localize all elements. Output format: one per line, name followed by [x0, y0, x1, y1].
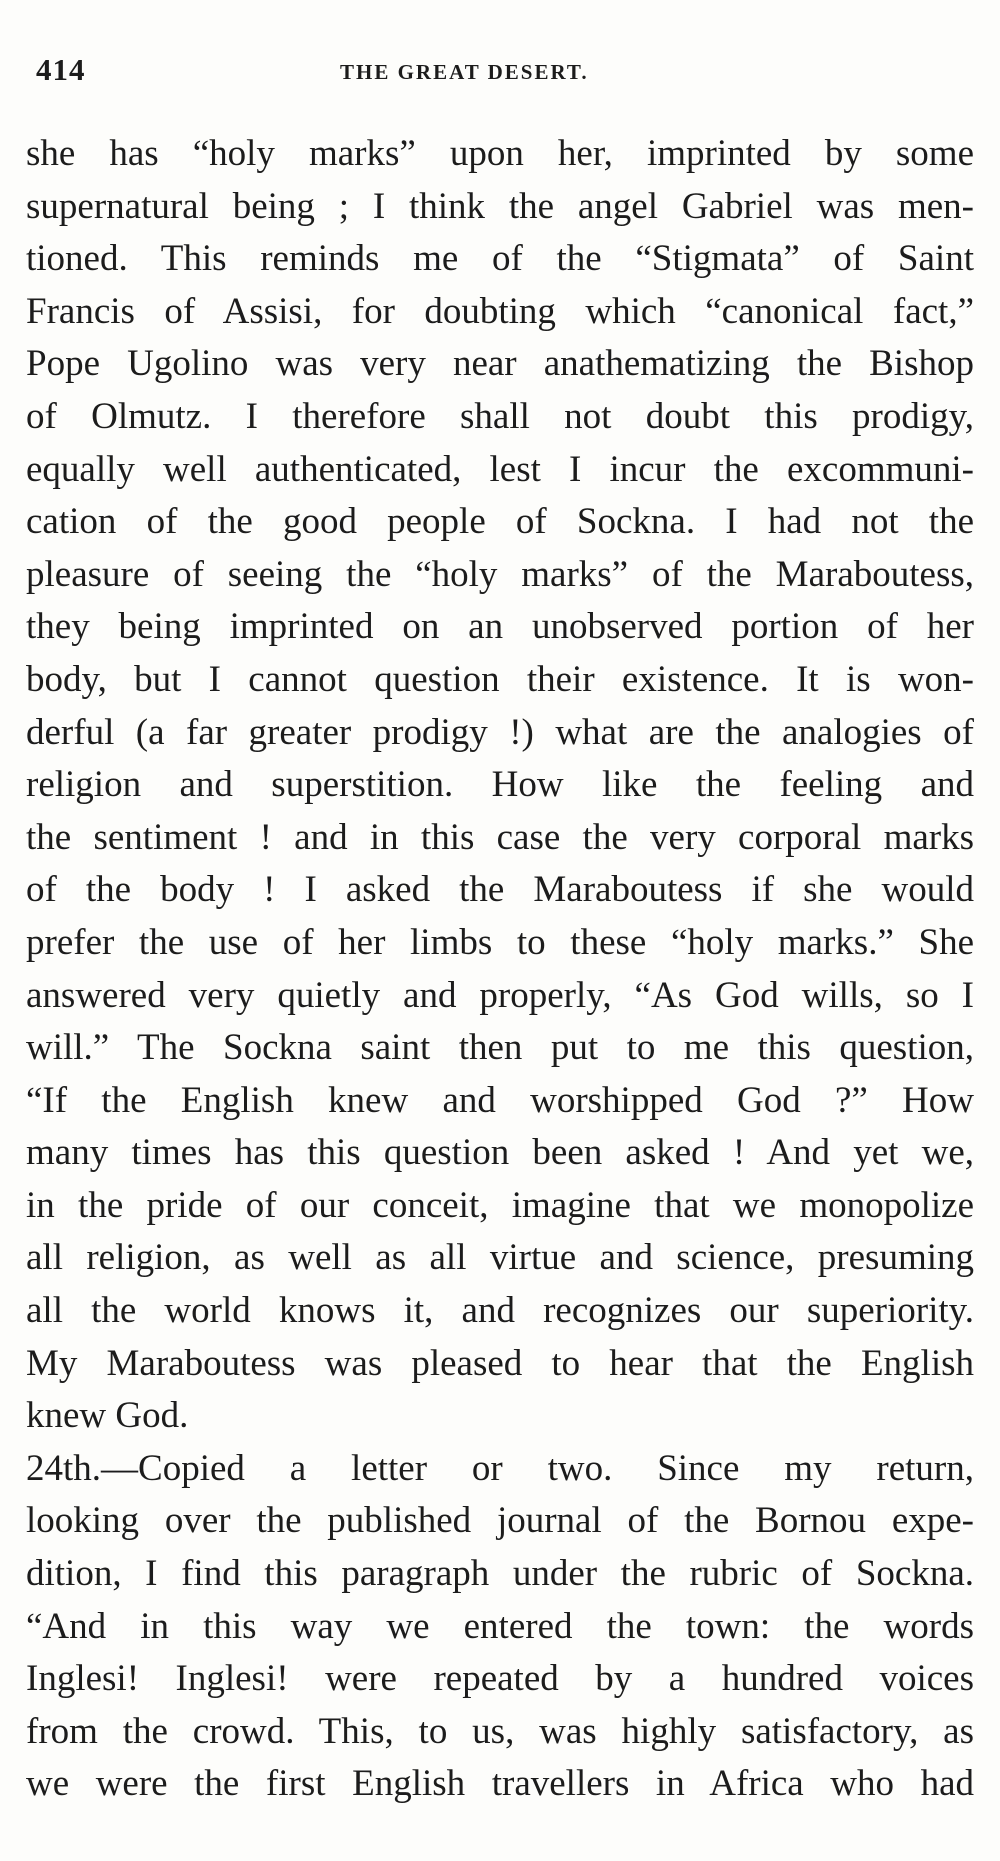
text-line: many times has this question been asked ! And yet we, — [26, 1132, 974, 1174]
text-line: Inglesi! Inglesi! were repeated by a hundred voices — [26, 1658, 974, 1700]
text-line: prefer the use of her limbs to these “holy marks.” She — [26, 921, 974, 963]
body-text — [26, 128, 974, 1811]
text-line: derful (a far greater prodigy !) what are the analogies of — [26, 711, 974, 753]
text-line: My Maraboutess was pleased to hear that the English — [26, 1342, 974, 1384]
text-line: she has “holy marks” upon her, imprinted by some — [26, 133, 974, 174]
text-line: religion and superstition. How like the feeling and — [26, 764, 974, 806]
text-line: will.” The Sockna saint then put to me this question, — [26, 1027, 974, 1069]
text-line: we were the first English travellers in Africa who had — [26, 1763, 974, 1805]
text-line: in the pride of our conceit, imagine that we monopolize — [26, 1184, 974, 1226]
text-line: body, but I cannot question their existence. It is won- — [26, 658, 974, 700]
text-line: the sentiment ! and in this case the very corporal marks — [26, 816, 974, 858]
text-line: 24th.—Copied a letter or two. Since my return, — [26, 1447, 974, 1489]
text-line: cation of the good people of Sockna. I had not the — [26, 501, 974, 543]
text-line: looking over the published journal of the Bornou expe- — [26, 1500, 974, 1542]
text-line: Pope Ugolino was very near anathematizing the Bishop — [26, 343, 974, 385]
paragraph-end-line: knew God. — [26, 1395, 189, 1437]
running-head — [0, 52, 1000, 102]
text-line: all religion, as well as all virtue and science, presuming — [26, 1237, 974, 1279]
running-title: THE GREAT DESERT. — [340, 60, 589, 84]
text-line: Francis of Assisi, for doubting which “canonical fact,” — [26, 290, 974, 332]
text-line: tioned. This reminds me of the “Stigmata” of Saint — [26, 238, 974, 280]
text-line: of the body ! I asked the Maraboutess if she would — [26, 869, 974, 911]
text-line: answered very quietly and properly, “As God wills, so I — [26, 974, 974, 1016]
text-line: of Olmutz. I therefore shall not doubt this prodigy, — [26, 395, 974, 437]
text-line: supernatural being ; I think the angel Gabriel was men- — [26, 185, 974, 227]
text-line: all the world knows it, and recognizes our superiority. — [26, 1290, 974, 1332]
page-number: 414 — [36, 52, 86, 87]
text-line: from the crowd. This, to us, was highly satisfactory, as — [26, 1710, 974, 1752]
text-line: they being imprinted on an unobserved portion of her — [26, 606, 974, 648]
text-line: equally well authenticated, lest I incur the excommuni- — [26, 448, 974, 490]
text-line: “And in this way we entered the town: the words — [26, 1605, 974, 1647]
text-line: pleasure of seeing the “holy marks” of the Maraboutess, — [26, 553, 974, 595]
text-line: dition, I find this paragraph under the rubric of Sockna. — [26, 1553, 974, 1595]
text-line: “If the English knew and worshipped God ?” How — [26, 1079, 974, 1121]
